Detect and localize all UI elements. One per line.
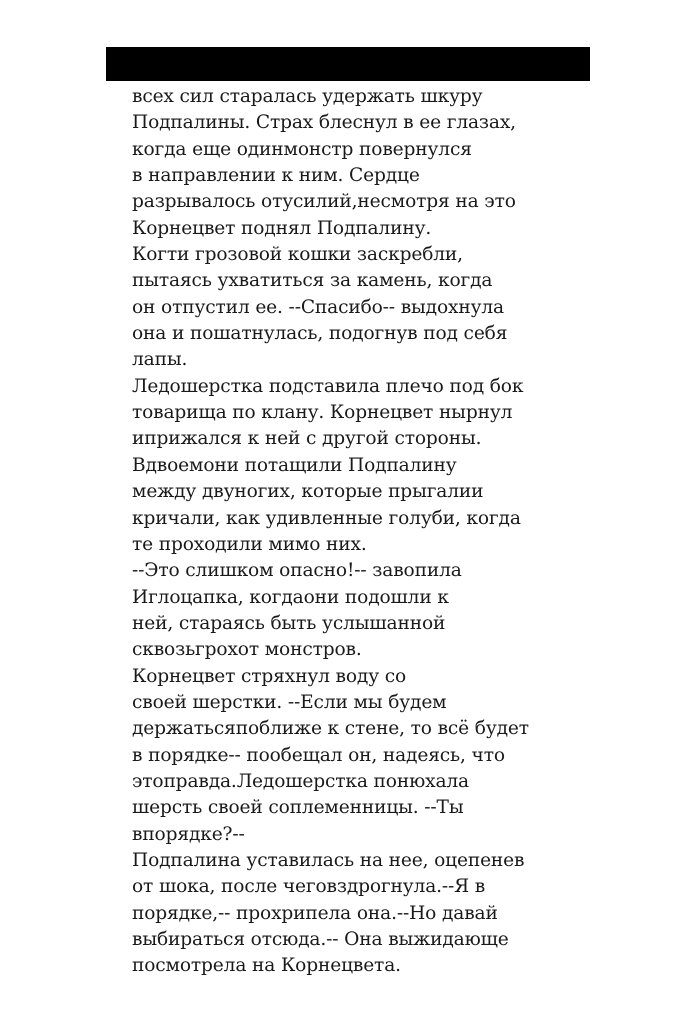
text-line: выбираться отсюда.-- Она выжидающе <box>132 929 509 950</box>
text-line: пытаясь ухватиться за камень, когда <box>132 270 493 292</box>
text-line: шерсть своей соплеменницы. --Ты <box>132 797 464 819</box>
text-line: ней, стараясь быть услышанной <box>132 612 446 634</box>
text-line: держатьсяпоближе к стене, то всё будет <box>132 718 529 740</box>
text-line: сквозьгрохот монстров. <box>132 639 362 661</box>
text-line: те проходили мимо них. <box>132 533 367 555</box>
text-line: Корнецвет стряхнул воду со <box>132 665 407 687</box>
text-line: иприжался к ней с другой стороны. <box>132 428 482 450</box>
text-line: товарища по клану. Корнецвет нырнул <box>132 402 513 424</box>
text-line: --Это слишком опасно!-- завопила <box>132 560 462 582</box>
text-line: посмотрела на Корнецвета. <box>132 955 401 977</box>
text-line: этоправда.Ледошерстка понюхала <box>132 770 469 792</box>
text-line: лапы. <box>132 349 188 371</box>
text-line: впорядке?-- <box>132 823 245 845</box>
text-line: своей шерстки. --Если мы будем <box>132 691 447 713</box>
text-line: Когти грозовой кошки заскребли, <box>132 244 463 266</box>
text-line: от шока, после чеговздрогнула.--Я в <box>132 876 486 898</box>
text-line: Вдвоемони потащили Подпалину <box>132 454 457 476</box>
text-line: Подпалина уставилась на нее, оцепенев <box>132 849 525 871</box>
text-line: он отпустил ее. --Спасибо-- выдохнула <box>132 296 504 318</box>
text-line: когда еще одинмонстр повернулся <box>132 138 472 160</box>
text-line: разрывалось отусилий,несмотря на это <box>132 191 516 213</box>
text-line: Подпалины. Страх блеснул в ее глазах, <box>132 112 516 134</box>
document-text <box>132 84 572 980</box>
text-line: в порядке-- пообещал он, надеясь, что <box>132 744 505 766</box>
text-line: кричали, как удивленные голуби, когда <box>132 507 521 529</box>
text-line: она и пошатнулась, подогнув под себя <box>132 323 508 345</box>
text-line: Ледошерстка подставила плечо под бок <box>132 375 524 397</box>
text-line: между двуногих, которые прыгалии <box>132 481 484 503</box>
text-line: Корнецвет поднял Подпалину. <box>132 217 432 239</box>
text-line: Иглоцапка, когдаони подошли к <box>132 586 449 608</box>
redaction-bar <box>106 47 590 81</box>
text-line: в направлении к ним. Сердце <box>132 165 420 187</box>
text-line: порядке,-- прохрипела она.--Но давай <box>132 902 498 924</box>
text-line: всех сил старалась удержать шкуру <box>132 86 483 107</box>
